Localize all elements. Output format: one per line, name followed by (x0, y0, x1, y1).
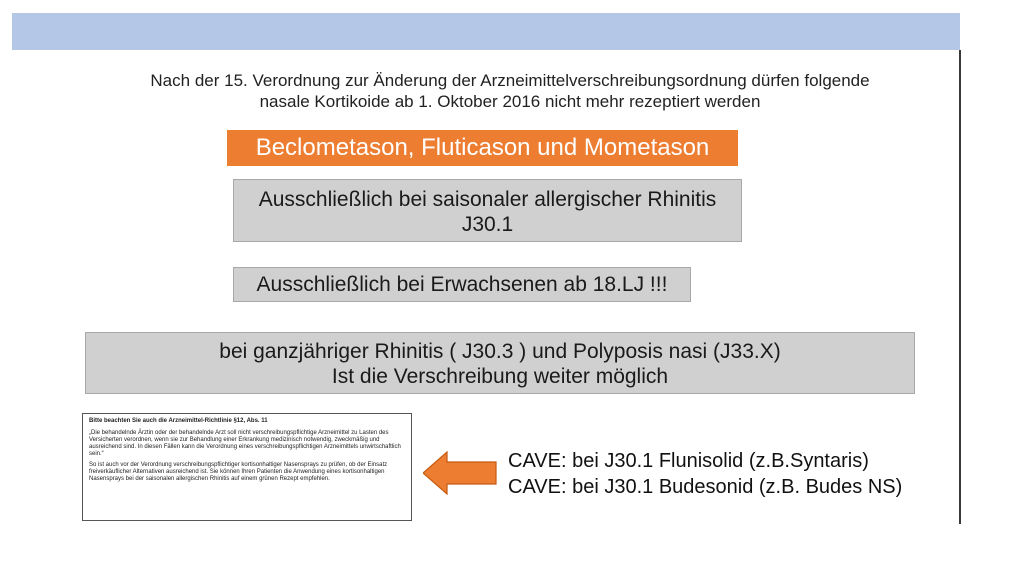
perennial-rhinitis-line-2: Ist die Verschreibung weiter möglich (331, 365, 669, 388)
adults-only-box: Ausschließlich bei Erwachsenen ab 18.LJ !!! (233, 267, 691, 302)
vertical-divider (959, 50, 961, 524)
seasonal-rhinitis-line-2: J30.1 (461, 213, 514, 236)
cave-note-budesonid: CAVE: bei J30.1 Budesonid (z.B. Budes NS) (508, 476, 903, 498)
guideline-paragraph-2: So ist auch vor der Verordnung verschreibungspflichtiger kortisonhaltiger Nasensprays zu prüfen, ob der Einsatz freiverkäuflicher Alternativen ausreichend ist. Sie können Ihren Patienten die Anwendung eines kortisonhaltigen Nasensprays bei der saisonalen allergischen Rhinitis auf einem grünen Rezept empfehlen. (89, 462, 388, 482)
left-arrow-icon (423, 451, 497, 495)
guideline-paragraph-1: „Die behandelnde Ärztin oder der behandelnde Arzt soll nicht verschreibungspflichtige Arzneimittel zu Lasten des Versicherten verordnen, wenn sie zur Behandlung einer Erkrankung medizinisch notwendig, zweckmäßig und ausreichend sind. In diesen Fällen kann die Verordnung eines verschreibungspflichtigen Arzneimittels unwirtschaftlich sein.“ (89, 430, 401, 457)
intro-text (95, 70, 925, 112)
header-bar (12, 13, 960, 50)
drug-highlight: Beclometason, Fluticason und Mometason (227, 130, 738, 166)
guideline-title: Bitte beachten Sie auch die Arzneimittel-Richtlinie §12, Abs. 11 (89, 418, 268, 424)
guideline-document (82, 413, 412, 521)
seasonal-rhinitis-box (233, 179, 742, 242)
intro-line-2: nasale Kortikoide ab 1. Oktober 2016 nicht mehr rezeptiert werden (259, 92, 761, 111)
perennial-rhinitis-line-1: bei ganzjähriger Rhinitis ( J30.3 ) und Polyposis nasi (J33.X) (219, 340, 781, 363)
seasonal-rhinitis-line-1: Ausschließlich bei saisonaler allergischer Rhinitis (258, 188, 717, 211)
intro-line-1: Nach der 15. Verordnung zur Änderung der Arzneimittelverschreibungsordnung dürfen folgende (150, 71, 870, 90)
perennial-rhinitis-box (85, 332, 915, 394)
cave-note-flunisolid: CAVE: bei J30.1 Flunisolid (z.B.Syntaris) (508, 450, 869, 472)
